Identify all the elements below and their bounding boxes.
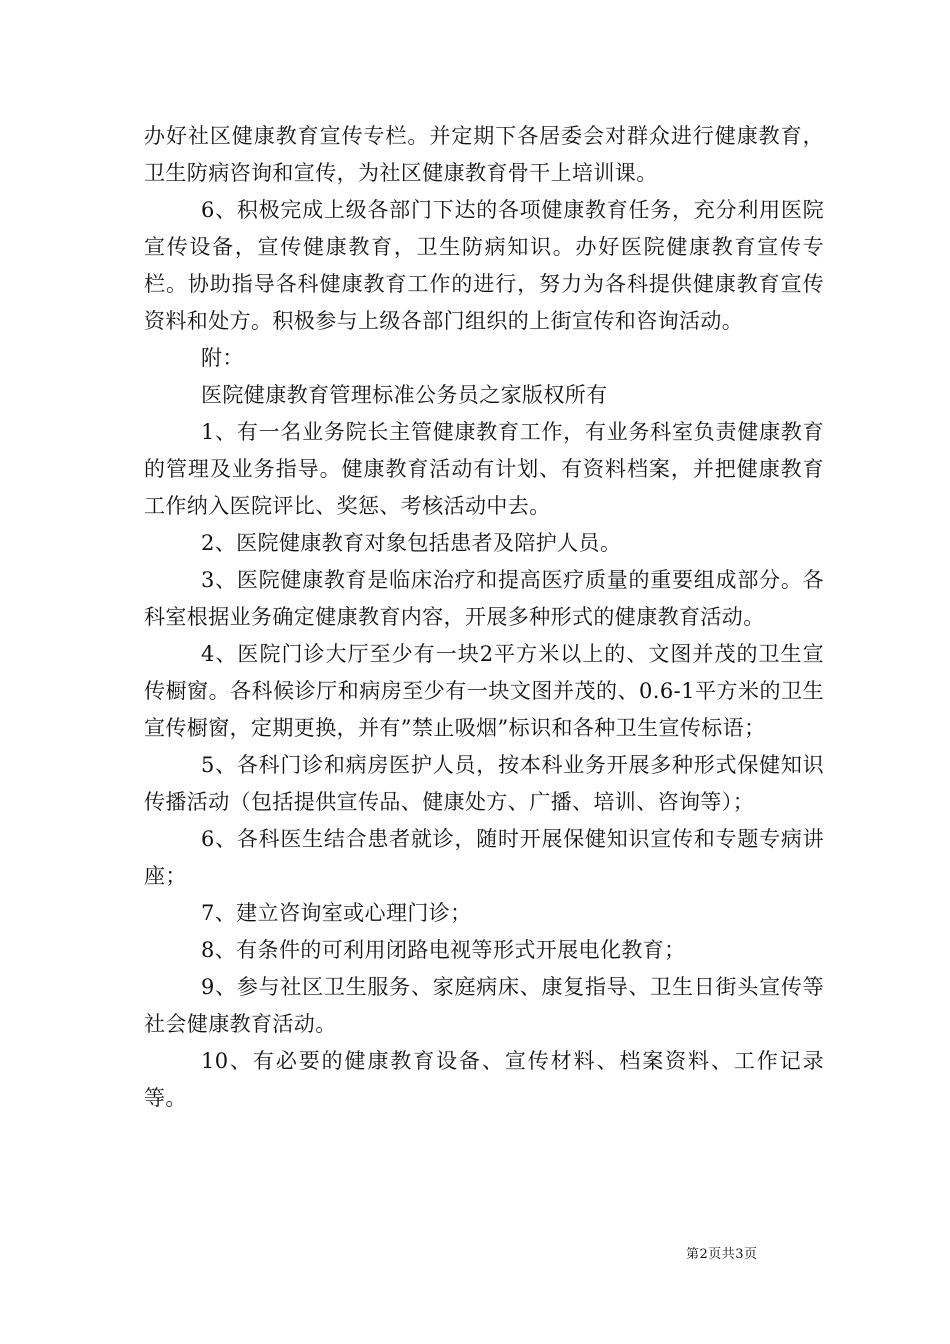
document-body <box>144 118 824 1117</box>
paragraph-continuation: 办好社区健康教育宣传专栏。并定期下各居委会对群众进行健康教育，卫生防病咨询和宣传，为社区健康教育骨干上培训课。 <box>144 124 824 185</box>
standard-item-2: 2、医院健康教育对象包括患者及陪护人员。 <box>201 531 622 555</box>
standard-item-10: 10、有必要的健康教育设备、宣传材料、档案资料、工作记录等。 <box>144 1049 824 1110</box>
appendix-title: 医院健康教育管理标准公务员之家版权所有 <box>201 383 608 407</box>
paragraph-appendix-label: 附： <box>201 346 244 370</box>
standard-item-6: 6、各科医生结合患者就诊，随时开展保健知识宣传和专题专病讲座； <box>144 827 824 888</box>
paragraph-item-6: 6、积极完成上级各部门下达的各项健康教育任务，充分利用医院宣传设备，宣传健康教育，卫生防病知识。办好医院健康教育宣传专栏。协助指导各科健康教育工作的进行，努力为各科提供健康教育宣传资料和处方。积极参与上级各部门组织的上街宣传和咨询活动。 <box>144 198 824 333</box>
standard-item-7: 7、建立咨询室或心理门诊； <box>201 901 472 925</box>
standard-item-1: 1、有一名业务院长主管健康教育工作，有业务科室负责健康教育的管理及业务指导。健康教育活动有计划、有资料档案，并把健康教育工作纳入医院评比、奖惩、考核活动中去。 <box>144 420 824 518</box>
page-number-footer: 第2页共3页 <box>686 1247 758 1262</box>
standard-item-9: 9、参与社区卫生服务、家庭病床、康复指导、卫生日街头宣传等社会健康教育活动。 <box>144 975 824 1036</box>
standard-item-8: 8、有条件的可利用闭路电视等形式开展电化教育； <box>201 938 686 962</box>
standard-item-5: 5、各科门诊和病房医护人员，按本科业务开展多种形式保健知识传播活动（包括提供宣传品、健康处方、广播、培训、咨询等）； <box>144 753 824 814</box>
standard-item-4: 4、医院门诊大厅至少有一块2平方米以上的、文图并茂的卫生宣传橱窗。各科候诊厅和病房至少有一块文图并茂的、0.6-1平方米的卫生宣传橱窗，定期更换，并有”禁止吸烟”标识和各种卫生宣传标语； <box>144 642 824 740</box>
standard-item-3: 3、医院健康教育是临床治疗和提高医疗质量的重要组成部分。各科室根据业务确定健康教育内容，开展多种形式的健康教育活动。 <box>144 568 824 629</box>
